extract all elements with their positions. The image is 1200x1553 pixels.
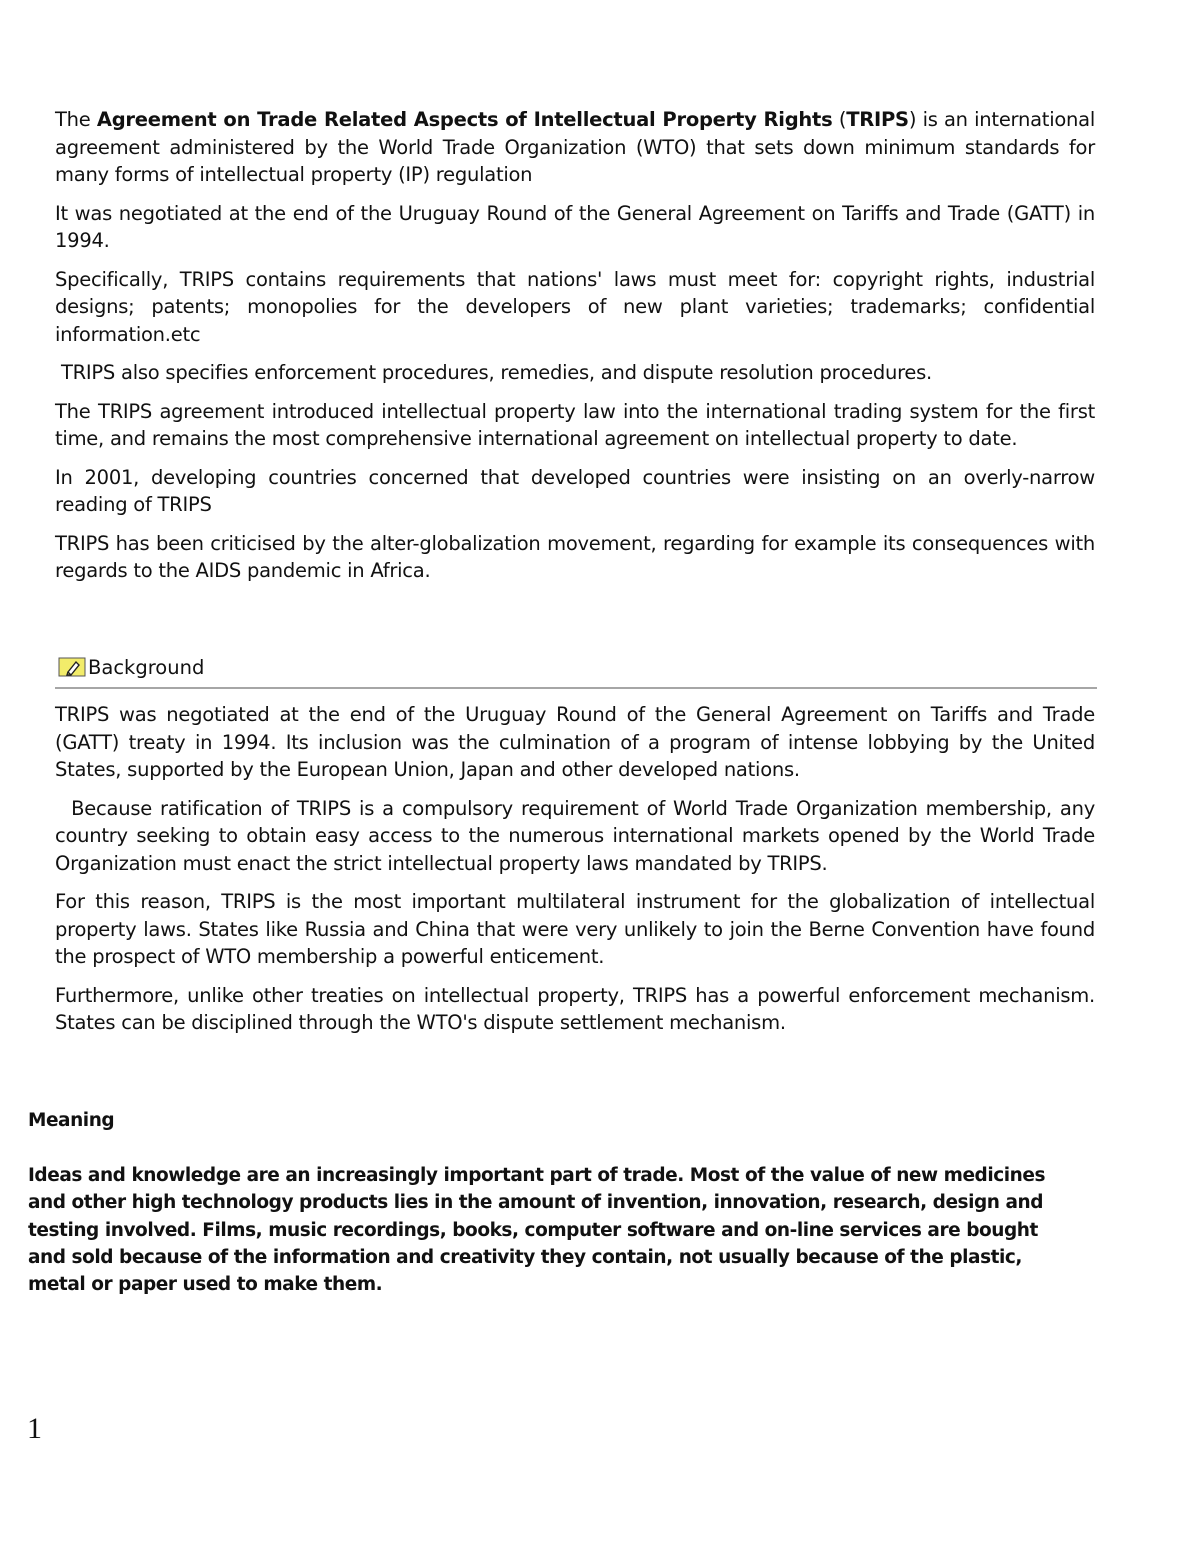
meaning-paragraph: Ideas and knowledge are an increasingly important part of trade. Most of the value of new medicines and other high technology products lies in the amount of invention, innovation, research, design and testing involved. Films, music recordings, books, computer software and on-line services are bought and sold because of the information and creativity they contain, not usually because of the plastic, metal or paper used to make them. xyxy=(28,1165,1046,1296)
intro-paragraph-3: Specifically, TRIPS contains requirements that nations' laws must meet for: copyright rights, industrial designs; patents; monopolies for the developers of new plant varieties; trademarks; confidential information.etc xyxy=(55,267,1095,346)
background-paragraph-3: For this reason, TRIPS is the most important multilateral instrument for the globalization of intellectual property laws. States like Russia and China that were very unlikely to join the Berne Convention have found the prospect of WTO membership a powerful enticement. xyxy=(55,890,1095,968)
intro-paragraph-7: TRIPS has been criticised by the alter-globalization movement, regarding for example its consequences with regards to the AIDS pandemic in Africa. xyxy=(55,531,1095,582)
software-term: software xyxy=(626,1219,716,1241)
agreement-title: Agreement on Trade Related Aspects of Intellectual Property Rights xyxy=(96,108,833,131)
intro-paragraph-4: TRIPS also specifies enforcement procedures, remedies, and dispute resolution procedures. xyxy=(55,361,933,384)
trips-abbr: TRIPS xyxy=(846,108,909,131)
intro-paragraph-6: In 2001, developing countries concerned that developed countries were insisting on an overly-narrow reading of TRIPS xyxy=(55,465,1095,516)
background-paragraph-2: Because ratification of TRIPS is a compulsory requirement of World Trade Organization membership, any country seeking to obtain easy access to the numerous international markets opened by the World Trade Organization must enact the strict intellectual property laws mandated by TRIPS. xyxy=(55,796,1101,875)
background-heading-label: Background xyxy=(88,656,205,679)
intro-paragraph-2: It was negotiated at the end of the Uruguay Round of the General Agreement on Tariffs and Trade (GATT) in 1994. xyxy=(55,201,1095,252)
background-paragraph-1: TRIPS was negotiated at the end of the Uruguay Round of the General Agreement on Tariffs and Trade (GATT) treaty in 1994. Its inclusion was the culmination of a program of intense lobbying by the United States, supported by the European Union, Japan and other developed nations. xyxy=(55,703,1095,781)
edit-link-icon[interactable] xyxy=(58,655,86,675)
intro-paragraph-1: The Agreement on Trade Related Aspects of Intellectual Property Rights (TRIPS) is an international agreement administered by the World Trade Organization (WTO) that sets down minimum standards for many forms of intellectual property (IP) regulation xyxy=(55,108,1096,186)
background-paragraph-4: Furthermore, unlike other treaties on intellectual property, TRIPS has a powerful enforcement mechanism. States can be disciplined through the WTO's dispute settlement mechanism. xyxy=(55,983,1095,1034)
background-section xyxy=(55,701,1101,1048)
meaning-heading: Meaning xyxy=(28,1110,115,1131)
research-term: research xyxy=(832,1192,921,1214)
intro-paragraph-5: The TRIPS agreement introduced intellectual property law into the international trading system for the first time, and remains the most comprehensive international agreement on intellectual property to date. xyxy=(55,399,1095,450)
intro-section xyxy=(55,106,1095,596)
background-heading xyxy=(55,652,1097,689)
page-number: 1 xyxy=(27,1412,42,1445)
